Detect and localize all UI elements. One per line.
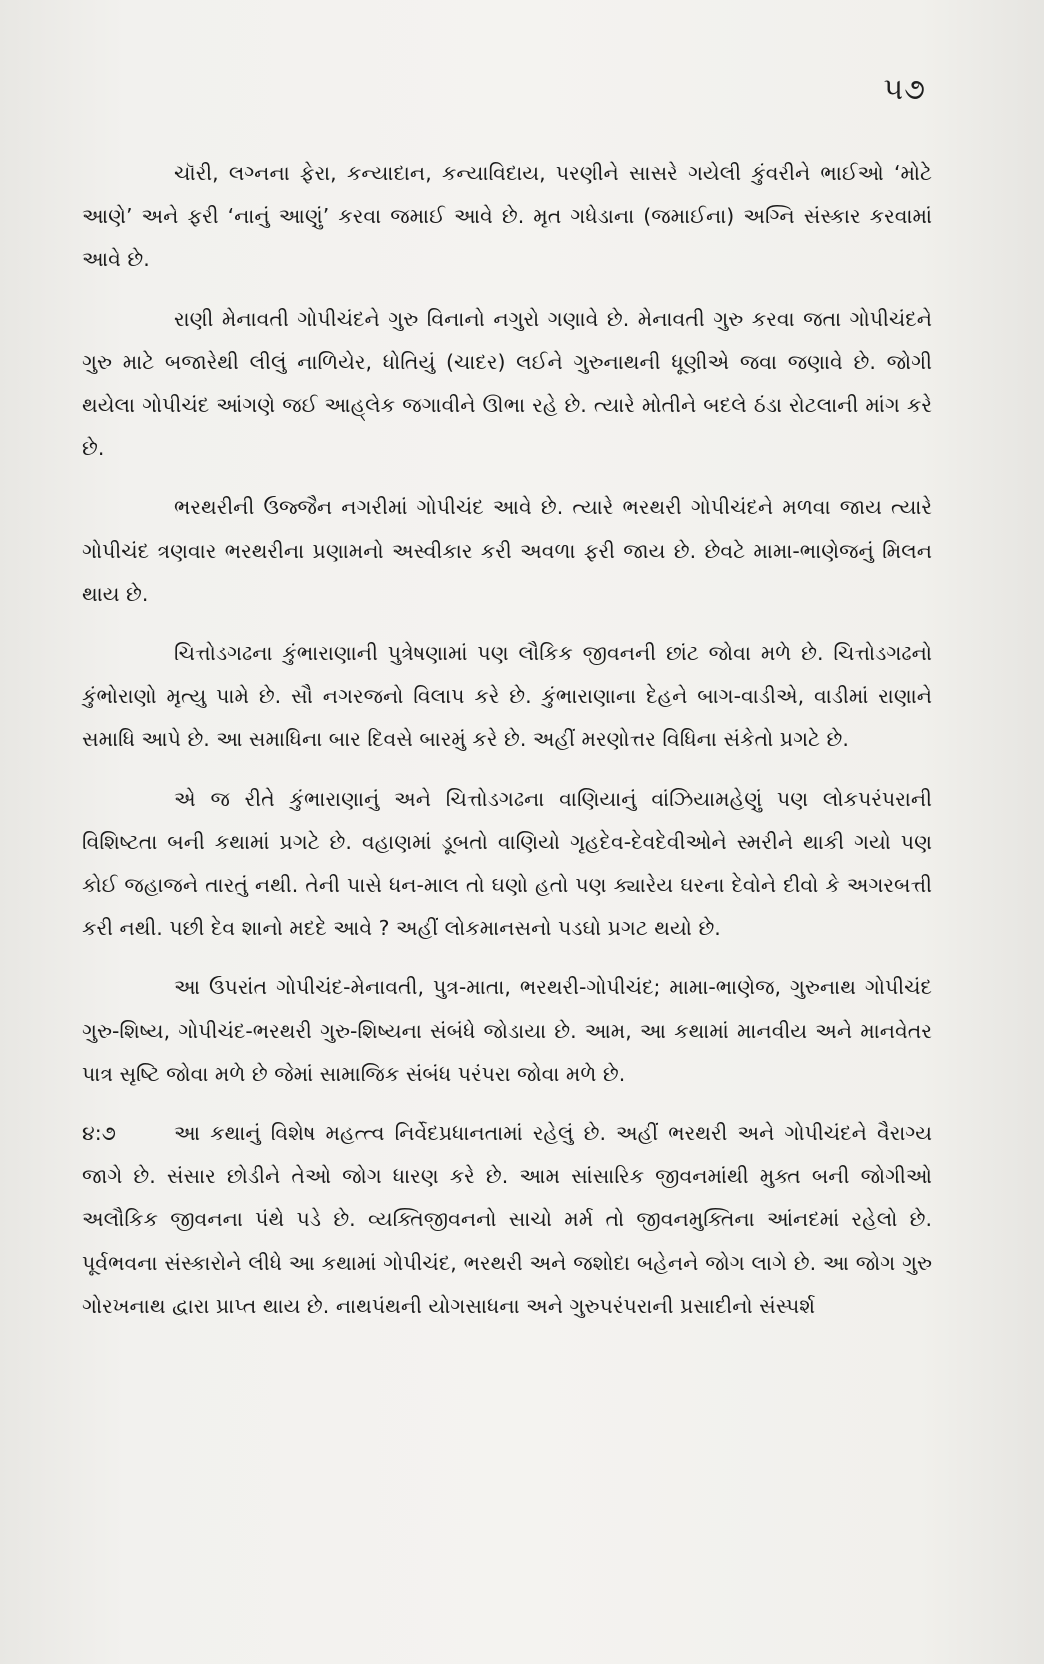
paragraph-kumbharana-death: ચિત્તોડગઢના કુંભારાણાની પુત્રેષણામાં પણ લૌકિક જીવનની છાંટ જોવા મળે છે. ચિત્તોડગઢનો કુંભોરાણો મૃત્યુ પામે છે. સૌ નગરજનો વિલાપ કરે છે. કુંભારાણાના દેહને બાગ-વાડીએ, વાડીમાં રાણાને સમાધિ આપે છે. આ સમાધિના બાર દિવસે બારમું કરે છે. અહીં મરણોત્તર વિધિના સંકેતો પ્રગટે છે. [82, 641, 932, 752]
paragraph-bharthari-meeting: ભરથરીની ઉજ્જૈન નગરીમાં ગોપીચંદ આવે છે. ત્યારે ભરથરી ગોપીચંદને મળવા જાય ત્યારે ગોપીચંદ ત્રણવાર ભરથરીના પ્રણામનો અસ્વીકાર કરી અવળા ફરી જાય છે. છેવટે મામા-ભાણેજનું મિલન થાય છે. [82, 495, 932, 606]
paragraph-menavati-guru: રાણી મેનાવતી ગોપીચંદને ગુરુ વિનાનો નગુરો ગણાવે છે. મેનાવતી ગુરુ કરવા જતા ગોપીચંદને ગુરુ માટે બજારેથી લીલું નાળિયેર, ધોતિયું (ચાદર) લઈને ગુરુનાથની ધૂણીએ જવા જણાવે છે. જોગી થયેલા ગોપીચંદ આંગણે જઈ આહ્‌લેક જગાવીને ઊભા રહે છે. ત્યારે મોતીને બદલે ઠંડા રોટલાની માંગ કરે છે. [82, 306, 932, 461]
section-number: ૪:૭ [82, 1121, 116, 1146]
section-paragraph [82, 1112, 932, 1328]
body-text [82, 152, 932, 1344]
paragraph-merchant-ship: એ જ રીતે કુંભારાણાનું અને ચિત્તોડગઢના વાણિયાનું વાંઝિયામહેણું પણ લોકપરંપરાની વિશિષ્ટતા બની કથામાં પ્રગટે છે. વહાણમાં ડૂબતો વાણિયો ગૃહદેવ-દેવદેવીઓને સ્મરીને થાકી ગયો પણ કોઈ જહાજને તારતું નથી. તેની પાસે ધન-માલ તો ઘણો હતો પણ ક્યારેય ઘરના દેવોને દીવો કે અગરબત્તી કરી નથી. પછી દેવ શાનો મદદે આવે ? અહીં લોકમાનસનો પડઘો પ્રગટ થયો છે. [82, 786, 932, 941]
paragraph-relationships: આ ઉપરાંત ગોપીચંદ-મેનાવતી, પુત્ર-માતા, ભરથરી-ગોપીચંદ; મામા-ભાણેજ, ગુરુનાથ ગોપીચંદ ગુરુ-શિષ્ય, ગોપીચંદ-ભરથરી ગુરુ-શિષ્યના સંબંધે જોડાયા છે. આમ, આ કથામાં માનવીય અને માનવેતર પાત્ર સૃષ્ટિ જોવા મળે છે જેમાં સામાજિક સંબંધ પરંપરા જોવા મળે છે. [82, 975, 932, 1086]
page-number: ૫૭ [883, 72, 926, 107]
section-text: આ કથાનું વિશેષ મહત્ત્વ નિર્વેદપ્રધાનતામાં રહેલું છે. અહીં ભરથરી અને ગોપીચંદને વૈરાગ્ય જાગે છે. સંસાર છોડીને તેઓ જોગ ધારણ કરે છે. આમ સાંસારિક જીવનમાંથી મુક્ત બની જોગીઓ અલૌકિક જીવનના પંથે પડે છે. વ્યક્તિજીવનનો સાચો મર્મ તો જીવનમુક્તિના આંનદમાં રહેલો છે. પૂર્વભવના સંસ્કારોને લીધે આ કથામાં ગોપીચંદ, ભરથરી અને જશોદા બહેનને જોગ લાગે છે. આ જોગ ગુરુ ગોરખનાથ દ્વારા પ્રાપ્ત થાય છે. નાથપંથની યોગસાધના અને ગુરુપરંપરાની પ્રસાદીનો સંસ્પર્શ [82, 1121, 932, 1318]
paragraph-wedding-rituals: ચૉરી, લગ્નના ફેરા, કન્યાદાન, કન્યાવિદાય, પરણીને સાસરે ગયેલી કુંવરીને ભાઈઓ ‘મોટે આણે’ અને ફરી ‘નાનું આણું’ કરવા જમાઈ આવે છે. મૃત ગધેડાના (જમાઈના) અગ્નિ સંસ્કાર કરવામાં આવે છે. [82, 161, 932, 272]
